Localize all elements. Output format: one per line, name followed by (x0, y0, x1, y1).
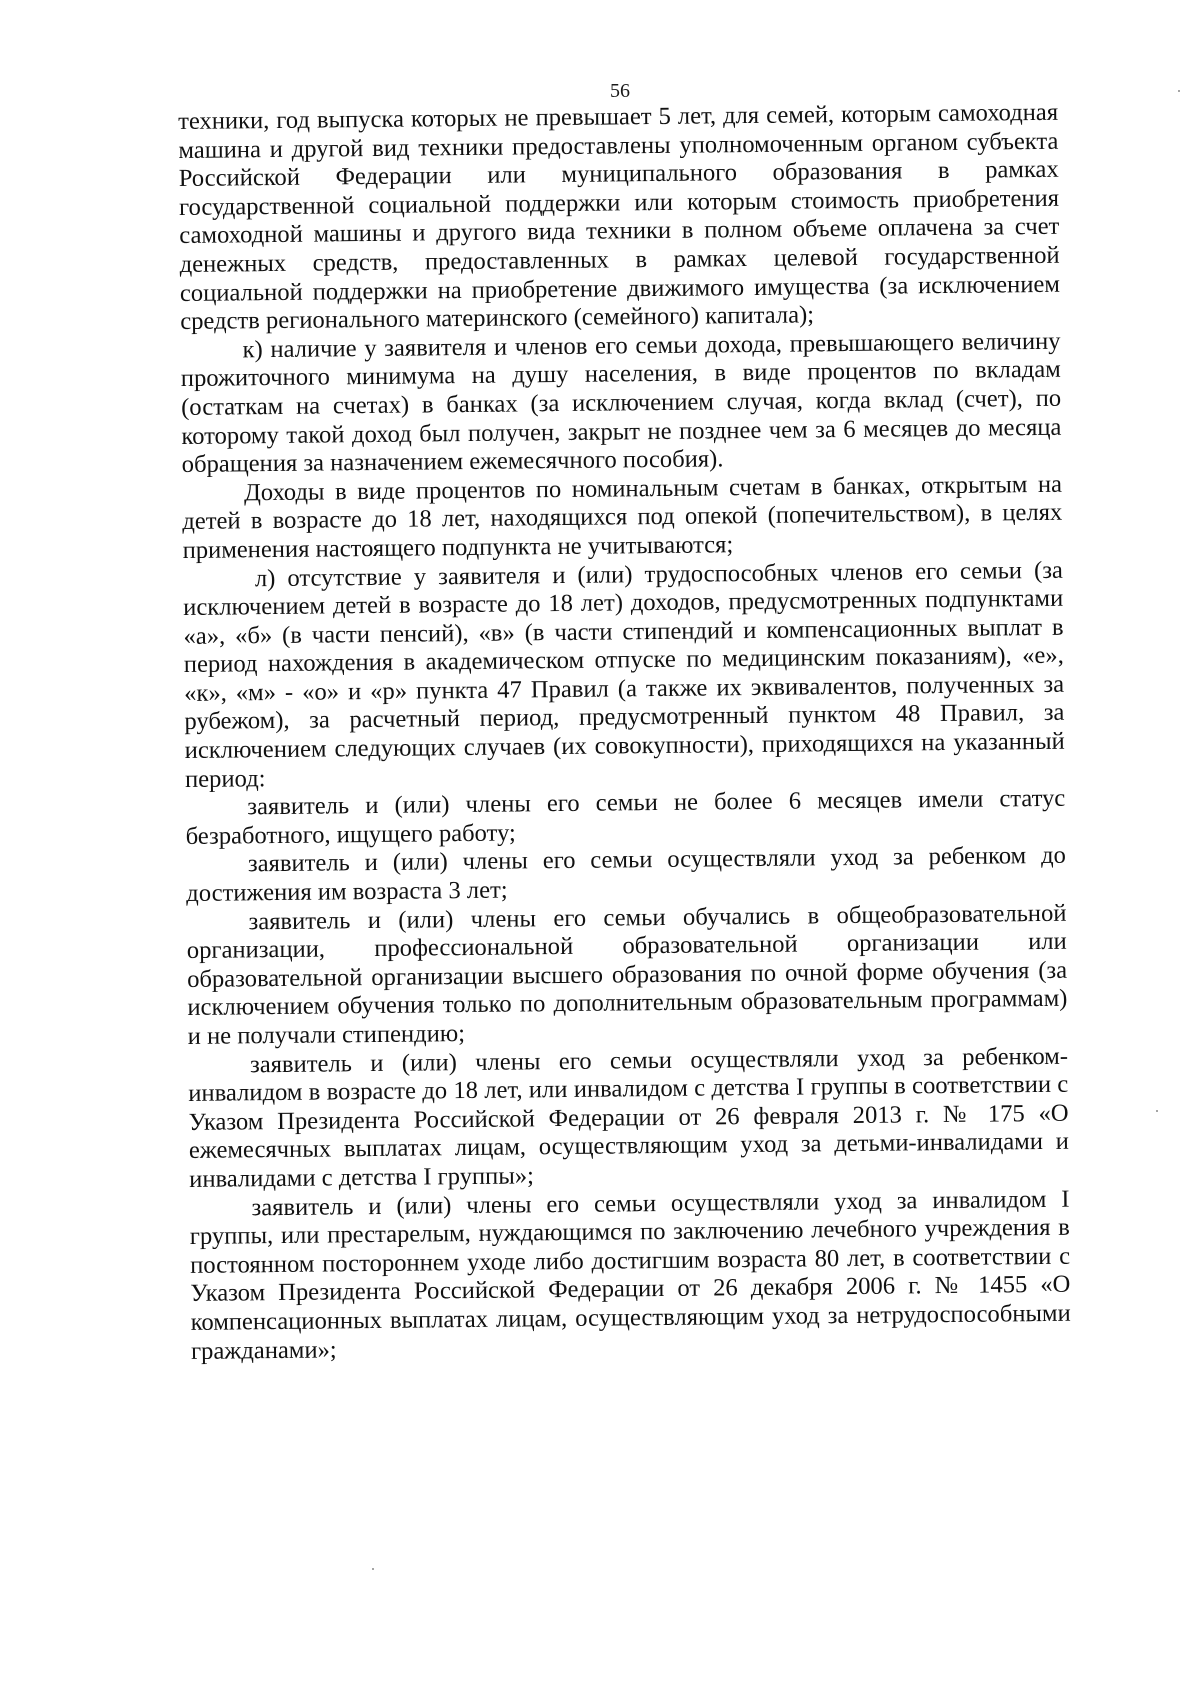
paragraph-interest-note: Доходы в виде процентов по номинальным счетам в банках, открытым на детей в возрасте до 18 лет, находящихся под опекой (попечительством), в целях применения настоящего подпункта не учитываются; (182, 470, 1063, 564)
paragraph-item-k: к) наличие у заявителя и членов его семьи дохода, превышающего величину прожиточного минимума на душу населения, в виде процентов по вкладам (остаткам на счетах) в банках (за исключением случая, когда вклад (счет), по которому такой доход был получен, закрыт не позднее чем за 6 месяцев до месяца обращения за назначением ежемесячного пособия). (180, 327, 1062, 479)
paragraph-continuation: техники, год выпуска которых не превышает 5 лет, для семей, которым самоходная машина и другой вид техники предоставлены уполномоченным органом субъекта Российской Федерации или муниципального образования в рамках государственной социальной поддержки или которым стоимость приобретения самоходной машины и другого вида техники в полном объеме оплачена за счет денежных средств, предоставленных в рамках целевой государственной социальной поддержки на приобретение движимого имущества (за исключением средств регионального материнского (семейного) капитала); (178, 98, 1061, 336)
document-body (178, 99, 1071, 1366)
paragraph-case-elderly-care: заявитель и (или) члены его семьи осуществляли уход за инвалидом I группы, или престарелым, нуждающимся по заключению лечебного учреждения в постоянном постороннем уходе либо достигшим возраста 80 лет, в соответствии с Указом Президента Российской Федерации от 26 декабря 2006 г. № 1455 «О компенсационных выплатах лицам, осуществляющим уход за нетрудоспособными гражданами»; (189, 1185, 1071, 1365)
scan-speck (1178, 90, 1180, 92)
paragraph-case-disabled-child: заявитель и (или) члены его семьи осуществляли уход за ребенком-инвалидом в возрасте до 18 лет, или инвалидом с детства I группы в соответствии с Указом Президента Российской Федерации от 26 февраля 2013 г. № 175 «О ежемесячных выплатах лицам, осуществляющим уход за детьми-инвалидами и инвалидами с детства I группы»; (188, 1042, 1070, 1193)
scan-speck (372, 1568, 374, 1570)
paragraph-case-childcare: заявитель и (или) члены его семьи осуществляли уход за ребенком до достижения им возраста 3 лет; (186, 842, 1067, 907)
paragraph-case-education: заявитель и (или) члены его семьи обучались в общеобразовательной организации, профессиональной образовательной организации или образовательной организации высшего образования по очной форме обучения (за исключением обучения только по дополнительным образовательным программам) и не получали стипендию; (186, 899, 1068, 1050)
scan-speck (1156, 1110, 1158, 1112)
page-number: 56 (610, 80, 630, 102)
paragraph-item-l: л) отсутствие у заявителя и (или) трудоспособных членов его семьи (за исключением детей в возрасте до 18 лет) доходов, предусмотренных подпунктами «а», «б» (в части пенсий), «в» (в части стипендий и компенсационных выплат в период нахождения в академическом отпуске по медицинским показаниям), «е», «к», «м» - «о» и «р» пункта 47 Правил (а также их эквивалентов, полученных за рубежом), за расчетный период, предусмотренный пунктом 48 Правил, за исключением следующих случаев (их совокупности), приходящихся на указанный период: (183, 556, 1065, 793)
paragraph-case-unemployed: заявитель и (или) члены его семьи не более 6 месяцев имели статус безработного, ищущего работу; (185, 784, 1066, 850)
